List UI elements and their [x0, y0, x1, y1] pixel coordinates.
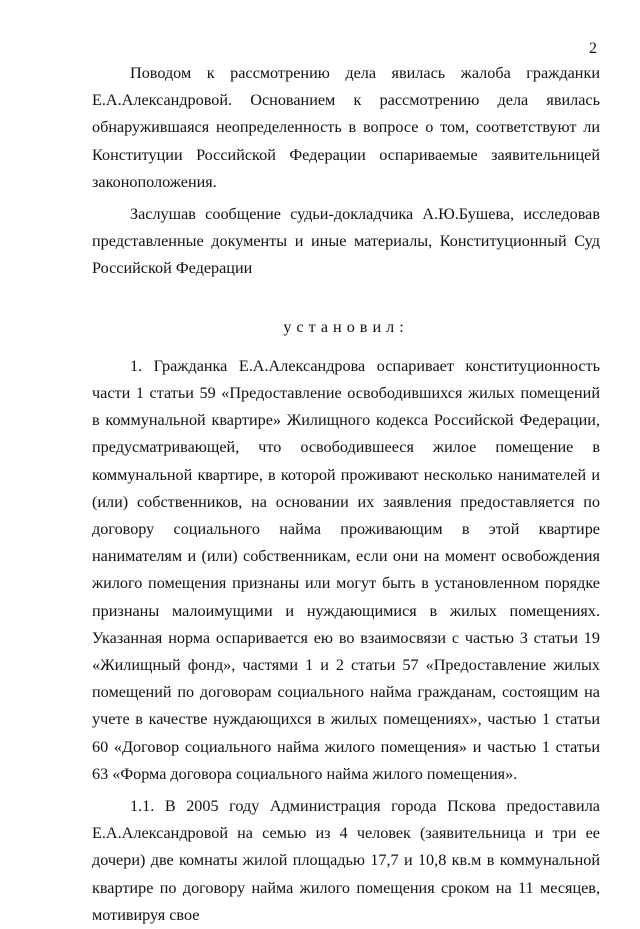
paragraph-grounds: Поводом к рассмотрению дела явилась жалоба гражданки Е.А.Александровой. Основанием к рассмотрению дела явилась обнаружившаяся неопределенность в вопросе о том, соответствуют ли Конституции Российской Федерации оспариваемые заявительницей законоположения.: [92, 64, 600, 191]
paragraph-facts: 1.1. В 2005 году Администрация города Пскова предоставила Е.А.Александровой на семью из 4 человек (заявительница и три ее дочери) две комнаты жилой площадью 17,7 и 10,8 кв.м в коммунальной квартире по договору найма жилого помещения сроком на 11 месяцев, мотивируя свое: [92, 797, 600, 924]
page-number: 2: [589, 40, 597, 57]
paragraph-hearing: Заслушав сообщение судьи-докладчика А.Ю.Бушева, исследовав представленные документы и иные материалы, Конституционный Суд Российской Федерации: [92, 205, 600, 278]
section-heading-established: установил:: [283, 317, 409, 336]
document-body: [92, 60, 600, 929]
paragraph-claim: 1. Гражданка Е.А.Александрова оспаривает конституционность части 1 статьи 59 «Предоставление освободившихся жилых помещений в коммунальной квартире» Жилищного кодекса Российской Федерации, предусматривающей, что освободившееся жилое помещение в коммунальной квартире, в которой проживают несколько нанимателей и (или) собственников, на основании их заявления предоставляется по договору социального найма проживающим в этой квартире нанимателям и (или) собственникам, если они на момент освобождения жилого помещения признаны или могут быть в установленном порядке признаны малоимущими и нуждающимися в жилых помещениях. Указанная норма оспаривается ею во взаимосвязи с частью 3 статьи 19 «Жилищный фонд», частями 1 и 2 статьи 57 «Предоставление жилых помещений по договорам социального найма гражданам, состоящим на учете в качестве нуждающихся в жилых помещениях», частью 1 статьи 60 «Договор социального найма жилого помещения» и частью 1 статьи 63 «Форма договора социального найма жилого помещения».: [92, 356, 600, 783]
